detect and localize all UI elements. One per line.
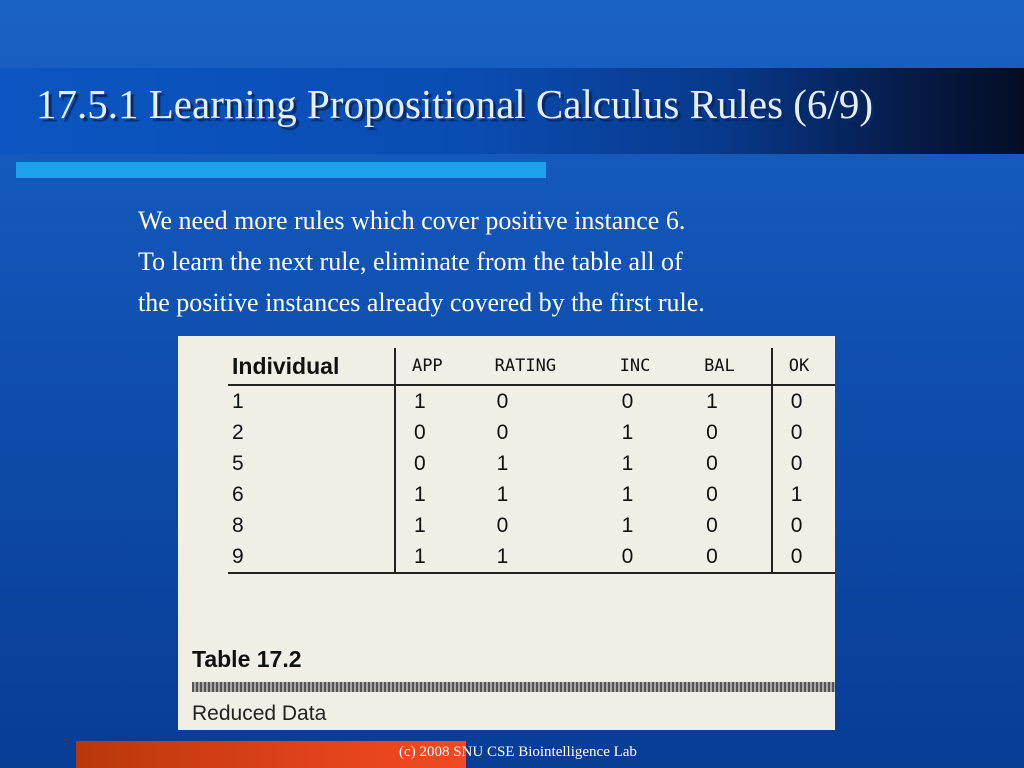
table-cell: 0: [772, 385, 835, 417]
table-row: [228, 510, 835, 541]
table-cell: 1: [621, 513, 634, 537]
table-cell: 0: [772, 541, 835, 573]
table-cell: 0: [706, 420, 718, 444]
table-row: [228, 479, 835, 510]
table-cell: 0: [688, 541, 772, 573]
table-cell: 1: [621, 482, 634, 506]
table-cell: 0: [772, 417, 835, 448]
table-cell: 0: [395, 448, 479, 479]
table-cell: 2: [232, 420, 244, 444]
body-line: the positive instances already covered by the first rule.: [138, 288, 705, 317]
table-cell: 1: [479, 541, 604, 573]
table-cell: 9: [228, 541, 395, 573]
table-cell: 1: [232, 389, 244, 413]
footer-credit: [0, 744, 1024, 761]
table-header-row: [228, 348, 835, 385]
table-cell: 6: [232, 482, 244, 506]
table-row: [228, 448, 835, 479]
footer-credit-text: (c) 2008 SNU CSE Biointelligence Lab: [399, 744, 637, 760]
table-caption: Table 17.2: [192, 646, 302, 672]
table-cell: 0: [706, 513, 718, 537]
table-cell: 0: [604, 541, 688, 573]
table-cell: 8: [232, 513, 244, 537]
body-text: [138, 200, 898, 323]
table-cell: 0: [395, 417, 479, 448]
table-cell: 1: [621, 420, 634, 444]
table-cell: 0: [621, 389, 634, 413]
table-cell: 0: [772, 510, 835, 541]
table-cell: 1: [395, 385, 479, 417]
table-cell: 0: [496, 420, 509, 444]
table-cell: 0: [496, 389, 509, 413]
column-header-app: APP: [395, 348, 479, 385]
scanned-table-image: [178, 336, 835, 730]
table-cell: 1: [772, 479, 835, 510]
column-header-ok: OK: [772, 348, 835, 385]
column-header-inc: INC: [604, 348, 688, 385]
body-line: To learn the next rule, eliminate from the table all of: [138, 247, 683, 276]
reduced-data-table: [228, 348, 835, 574]
table-cell: 1: [706, 389, 718, 413]
column-header-bal: BAL: [688, 348, 772, 385]
table-cell: 1: [496, 482, 509, 506]
table-row: [228, 541, 835, 573]
column-header-rating: RATING: [479, 348, 604, 385]
caption-divider: [192, 682, 835, 692]
table-cell: 1: [496, 451, 509, 475]
table-cell: 0: [706, 451, 718, 475]
table-row: [228, 385, 835, 417]
table-cell: 5: [232, 451, 244, 475]
body-line: We need more rules which cover positive instance 6.: [138, 206, 686, 235]
column-header-individual: Individual: [228, 348, 395, 385]
table-subcaption: Reduced Data: [192, 702, 327, 725]
table-cell: 0: [706, 482, 718, 506]
table-cell: 1: [395, 479, 479, 510]
table-cell: 0: [496, 513, 509, 537]
table-cell: 1: [395, 541, 479, 573]
table-cell: 0: [772, 448, 835, 479]
table-cell: 1: [395, 510, 479, 541]
table-row: [228, 417, 835, 448]
title-underline-bar: [16, 162, 546, 178]
table-cell: 1: [621, 451, 634, 475]
slide-title: 17.5.1 Learning Propositional Calculus Rules (6/9): [36, 81, 873, 127]
